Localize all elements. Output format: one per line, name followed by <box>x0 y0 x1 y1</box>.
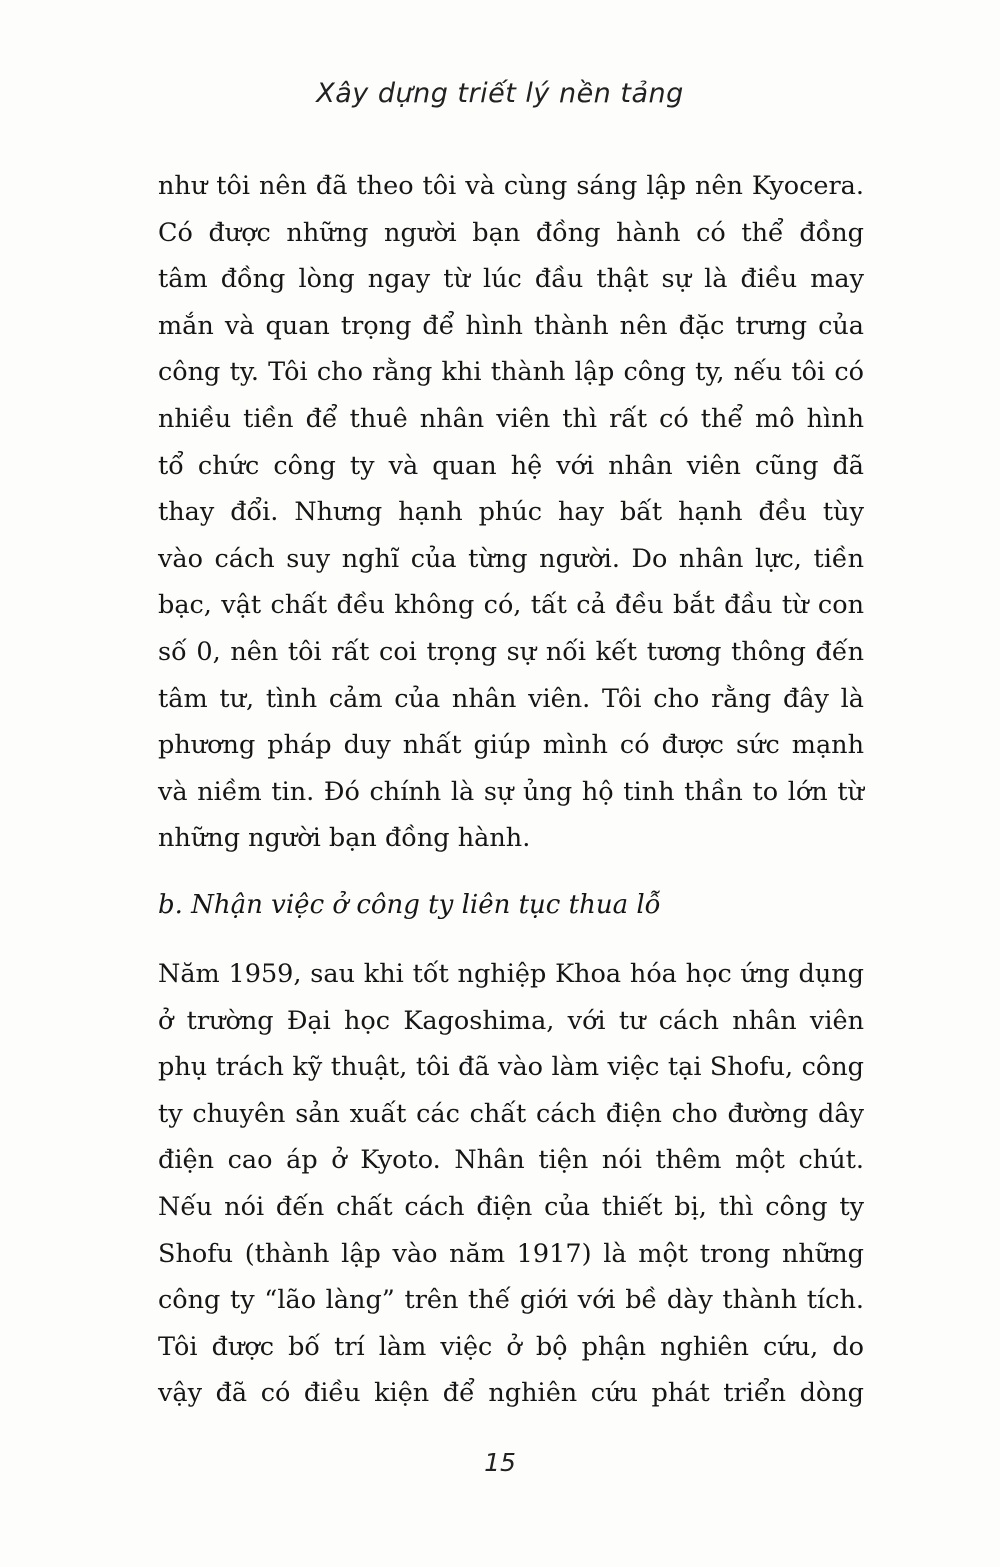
text-line: Có được những người bạn đồng hành có thể đồng <box>158 217 864 248</box>
text-line: tâm tư, tình cảm của nhân viên. Tôi cho rằng đây là <box>158 683 864 714</box>
page-number: 15 <box>484 1448 516 1477</box>
text-line: phụ trách kỹ thuật, tôi đã vào làm việc tại Shofu, công <box>158 1052 864 1083</box>
body-paragraph-2 <box>158 951 864 1417</box>
text-line: Shofu (thành lập vào năm 1917) là một trong những <box>158 1238 864 1269</box>
text-line: Tôi được bố trí làm việc ở bộ phận nghiên cứu, do <box>158 1331 864 1362</box>
text-line: và niềm tin. Đó chính là sự ủng hộ tinh thần to lớn từ <box>158 776 864 807</box>
text-line: Năm 1959, sau khi tốt nghiệp Khoa hóa học ứng dụng <box>158 959 864 989</box>
section-subheading: b. Nhận việc ở công ty liên tục thua lỗ <box>158 890 661 920</box>
running-header: Xây dựng triết lý nền tảng <box>316 78 684 109</box>
text-line: vào cách suy nghĩ của từng người. Do nhân lực, tiền <box>158 543 864 574</box>
text-line: số 0, nên tôi rất coi trọng sự nối kết tương thông đến <box>158 636 864 667</box>
text-line: mắn và quan trọng để hình thành nên đặc trưng của <box>158 310 864 341</box>
text-line: công ty “lão làng” trên thế giới với bề dày thành tích. <box>158 1285 864 1316</box>
body-paragraph-1 <box>158 163 864 862</box>
text-line: bạc, vật chất đều không có, tất cả đều bắt đầu từ con <box>158 590 864 621</box>
text-line: như tôi nên đã theo tôi và cùng sáng lập nên Kyocera. <box>158 171 864 201</box>
text-line: ở trường Đại học Kagoshima, với tư cách nhân viên <box>158 1005 864 1036</box>
text-line: những người bạn đồng hành. <box>158 823 531 854</box>
text-line: công ty. Tôi cho rằng khi thành lập công ty, nếu tôi có <box>158 357 864 388</box>
text-line: thay đổi. Nhưng hạnh phúc hay bất hạnh đều tùy <box>158 497 864 528</box>
text-line: điện cao áp ở Kyoto. Nhân tiện nói thêm một chút. <box>158 1145 864 1176</box>
text-line: phương pháp duy nhất giúp mình có được sức mạnh <box>158 730 864 761</box>
text-line: nhiều tiền để thuê nhân viên thì rất có thể mô hình <box>158 403 864 434</box>
text-line: ty chuyên sản xuất các chất cách điện cho đường dây <box>158 1098 864 1129</box>
text-line: vậy đã có điều kiện để nghiên cứu phát triển dòng <box>158 1378 864 1409</box>
text-line: tâm đồng lòng ngay từ lúc đầu thật sự là điều may <box>158 264 864 295</box>
text-line: tổ chức công ty và quan hệ với nhân viên cũng đã <box>158 450 864 481</box>
text-line: Nếu nói đến chất cách điện của thiết bị, thì công ty <box>158 1191 864 1222</box>
